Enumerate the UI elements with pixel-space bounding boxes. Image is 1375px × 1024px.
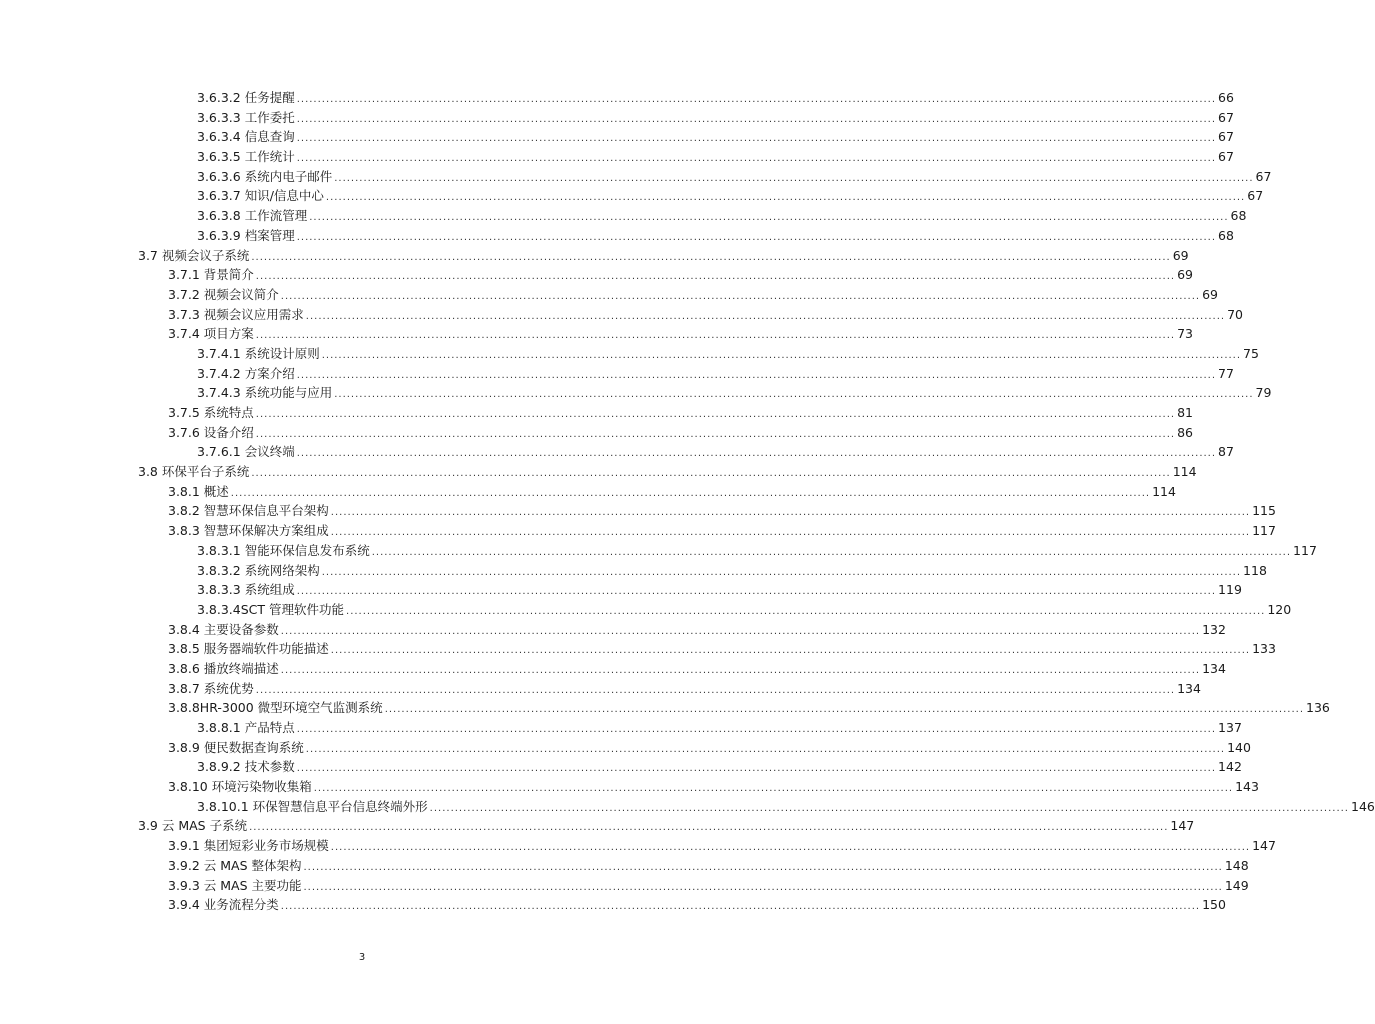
toc-leader-dots: ............................................................................................................................................................................................................................ (321, 349, 1242, 361)
toc-entry-title: 3.9.4 业务流程分类 (168, 897, 279, 913)
toc-leader-dots: ............................................................................................................................................................................................................................ (303, 881, 1223, 893)
toc-leader-dots: ............................................................................................................................................................................................................................ (255, 330, 1176, 342)
toc-entry-page: 75 (1243, 345, 1259, 361)
toc-entry-title: 3.8.5 服务器端软件功能描述 (168, 641, 329, 657)
toc-entry-page: 81 (1177, 405, 1194, 420)
toc-entry-title: 3.6.3.9 档案管理 (197, 227, 295, 243)
toc-entry-title: 3.8.8.1 产品特点 (197, 720, 295, 735)
toc-leader-dots: ............................................................................................................................................................................................................................ (230, 487, 1151, 499)
toc-entry-page: 140 (1227, 739, 1251, 755)
toc-entry[interactable] (0, 501, 1276, 521)
toc-entry-page: 119 (1218, 582, 1242, 598)
toc-entry[interactable] (0, 895, 1226, 915)
toc-entry-page: 114 (1172, 464, 1197, 480)
toc-entry[interactable] (0, 344, 1259, 364)
toc-entry-page: 117 (1293, 542, 1317, 558)
toc-entry-page: 137 (1218, 720, 1242, 735)
toc-leader-dots: ............................................................................................................................................................................................................................ (280, 625, 1201, 637)
toc-leader-dots: ............................................................................................................................................................................................................................ (255, 428, 1176, 440)
toc-leader-dots: ............................................................................................................................................................................................................................ (296, 94, 1217, 105)
toc-leader-dots: ............................................................................................................................................................................................................................ (296, 369, 1217, 381)
toc-entry[interactable] (0, 324, 1194, 344)
toc-entry-title: 3.7.4.2 方案介绍 (197, 365, 295, 381)
toc-entry[interactable] (0, 482, 1176, 502)
toc-entry-page: 67 (1247, 188, 1264, 204)
toc-entry[interactable] (0, 679, 1201, 699)
toc-leader-dots: ............................................................................................................................................................................................................................ (309, 212, 1229, 224)
toc-entry[interactable] (0, 580, 1242, 600)
toc-entry-page: 120 (1267, 601, 1292, 617)
toc-entry-page: 118 (1243, 562, 1267, 578)
toc-entry-page: 69 (1177, 267, 1194, 283)
toc-entry-title: 3.7 视频会议子系统 (138, 247, 250, 263)
toc-entry[interactable] (0, 265, 1194, 285)
toc-entry-title: 3.8.7 系统优势 (168, 680, 254, 696)
toc-entry[interactable] (0, 403, 1194, 423)
toc-entry-title: 3.6.3.6 系统内电子邮件 (197, 168, 333, 184)
toc-entry[interactable] (0, 383, 1272, 403)
toc-entry-title: 3.6.3.7 知识/信息中心 (197, 188, 324, 204)
toc-entry-title: 3.7.5 系统特点 (168, 405, 254, 420)
toc-entry-page: 134 (1202, 660, 1226, 676)
toc-entry-title: 3.8.3.1 智能环保信息发布系统 (197, 542, 370, 558)
toc-entry[interactable] (0, 541, 1317, 561)
toc-entry-page: 67 (1218, 149, 1234, 165)
toc-entry-title: 3.9.1 集团短彩业务市场规模 (168, 838, 329, 854)
toc-entry-title: 3.8.9.2 技术参数 (197, 759, 295, 775)
toc-entry-title: 3.9.3 云 MAS 主要功能 (168, 877, 302, 893)
toc-entry-page: 68 (1230, 208, 1247, 224)
toc-entry-title: 3.7.4 项目方案 (168, 326, 254, 342)
toc-entry-page: 68 (1218, 227, 1234, 243)
toc-leader-dots: ............................................................................................................................................................................................................................ (280, 664, 1201, 676)
toc-leader-dots: ............................................................................................................................................................................................................................ (384, 704, 1305, 716)
toc-entry-page: 143 (1235, 779, 1259, 795)
toc-entry[interactable] (0, 206, 1247, 226)
toc-entry-title: 3.9 云 MAS 子系统 (138, 818, 248, 834)
toc-entry-title: 3.8.3.3 系统组成 (197, 582, 295, 598)
toc-leader-dots: ............................................................................................................................................................................................................................ (255, 271, 1176, 283)
toc-entry-title: 3.7.6 设备介绍 (168, 424, 254, 440)
toc-entry-page: 115 (1252, 503, 1276, 519)
toc-entry-page: 117 (1252, 523, 1276, 539)
toc-entry-page: 79 (1255, 385, 1272, 401)
toc-leader-dots: ............................................................................................................................................................................................................................ (296, 231, 1217, 243)
toc-entry[interactable] (0, 797, 1375, 817)
toc-entry-title: 3.8.8HR-3000 微型环境空气监测系统 (168, 700, 383, 716)
toc-leader-dots: ............................................................................................................................................................................................................................ (325, 192, 1246, 204)
toc-entry-title: 3.8.10 环境污染物收集箱 (168, 779, 312, 795)
toc-entry[interactable] (0, 364, 1234, 384)
toc-leader-dots: ............................................................................................................................................................................................................................ (305, 310, 1226, 322)
toc-entry-title: 3.7.2 视频会议简介 (168, 286, 279, 302)
toc-entry[interactable] (0, 777, 1259, 797)
toc-entry[interactable] (0, 836, 1276, 856)
toc-entry-title: 3.8.10.1 环保智慧信息平台信息终端外形 (197, 798, 428, 814)
toc-entry-page: 87 (1218, 444, 1234, 460)
toc-leader-dots: ............................................................................................................................................................................................................................ (303, 861, 1223, 873)
toc-entry-page: 147 (1170, 818, 1195, 834)
toc-entry[interactable] (0, 876, 1249, 896)
toc-leader-dots: ............................................................................................................................................................................................................................ (296, 724, 1217, 735)
toc-entry-page: 70 (1227, 306, 1244, 322)
toc-entry-title: 3.8 环保平台子系统 (138, 464, 250, 480)
toc-entry[interactable] (0, 423, 1194, 443)
toc-entry-title: 3.7.6.1 会议终端 (197, 444, 295, 460)
toc-entry-title: 3.7.4.3 系统功能与应用 (197, 385, 333, 401)
toc-leader-dots: ............................................................................................................................................................................................................................ (330, 842, 1251, 854)
toc-entry-page: 132 (1202, 621, 1226, 637)
toc-entry-page: 114 (1152, 483, 1176, 499)
toc-entry-title: 3.6.3.5 工作统计 (197, 149, 295, 165)
table-of-contents (0, 88, 1375, 915)
toc-entry-title: 3.8.1 概述 (168, 483, 229, 499)
toc-entry[interactable] (0, 108, 1234, 128)
toc-entry-page: 69 (1202, 286, 1219, 302)
toc-leader-dots: ............................................................................................................................................................................................................................ (371, 546, 1292, 558)
toc-entry[interactable] (0, 561, 1267, 581)
toc-entry-page: 66 (1218, 90, 1234, 105)
toc-entry-title: 3.6.3.3 工作委托 (197, 109, 295, 125)
toc-leader-dots: ............................................................................................................................................................................................................................ (255, 684, 1176, 696)
toc-leader-dots: ............................................................................................................................................................................................................................ (330, 645, 1251, 657)
toc-leader-dots: ............................................................................................................................................................................................................................ (255, 409, 1176, 420)
toc-entry-page: 146 (1351, 798, 1375, 814)
toc-leader-dots: ............................................................................................................................................................................................................................ (313, 783, 1234, 795)
toc-leader-dots: ............................................................................................................................................................................................................................ (334, 389, 1254, 401)
toc-entry-title: 3.8.3.4SCT 管理软件功能 (197, 601, 345, 617)
toc-entry[interactable] (0, 738, 1251, 758)
toc-leader-dots: ............................................................................................................................................................................................................................ (296, 153, 1217, 165)
toc-entry-title: 3.8.3.2 系统网络架构 (197, 562, 320, 578)
toc-entry-page: 67 (1218, 109, 1234, 125)
toc-entry-page: 69 (1172, 247, 1189, 263)
toc-entry-title: 3.6.3.4 信息查询 (197, 129, 295, 145)
toc-entry[interactable] (0, 167, 1272, 187)
toc-leader-dots: ............................................................................................................................................................................................................................ (280, 901, 1201, 913)
toc-leader-dots: ............................................................................................................................................................................................................................ (296, 763, 1217, 775)
toc-entry-title: 3.6.3.8 工作流管理 (197, 208, 308, 224)
toc-entry[interactable] (0, 659, 1226, 679)
toc-entry[interactable] (0, 305, 1244, 325)
toc-entry-title: 3.7.1 背景简介 (168, 267, 254, 283)
toc-leader-dots: ............................................................................................................................................................................................................................ (251, 468, 1171, 480)
toc-entry-title: 3.8.6 播放终端描述 (168, 660, 279, 676)
toc-entry[interactable] (0, 600, 1292, 620)
toc-entry-page: 136 (1306, 700, 1330, 716)
toc-leader-dots: ............................................................................................................................................................................................................................ (280, 290, 1201, 302)
toc-entry-page: 150 (1202, 897, 1226, 913)
toc-leader-dots: ............................................................................................................................................................................................................................ (330, 507, 1251, 519)
toc-entry-title: 3.9.2 云 MAS 整体架构 (168, 857, 302, 873)
toc-entry[interactable] (0, 718, 1242, 738)
toc-entry-page: 86 (1177, 424, 1194, 440)
toc-entry[interactable] (0, 147, 1234, 167)
toc-entry-page: 134 (1177, 680, 1201, 696)
toc-entry[interactable] (0, 620, 1226, 640)
toc-leader-dots: ............................................................................................................................................................................................................................ (296, 133, 1217, 145)
toc-leader-dots: ............................................................................................................................................................................................................................ (296, 586, 1217, 598)
toc-entry-title: 3.8.2 智慧环保信息平台架构 (168, 503, 329, 519)
toc-entry-title: 3.7.4.1 系统设计原则 (197, 345, 320, 361)
toc-entry[interactable] (0, 521, 1276, 541)
toc-entry-title: 3.7.3 视频会议应用需求 (168, 306, 304, 322)
toc-entry[interactable] (0, 698, 1330, 718)
toc-entry[interactable] (0, 186, 1264, 206)
toc-leader-dots: ............................................................................................................................................................................................................................ (334, 172, 1254, 184)
toc-leader-dots: ............................................................................................................................................................................................................................ (249, 822, 1169, 834)
toc-entry-page: 133 (1252, 641, 1276, 657)
toc-entry[interactable] (0, 639, 1276, 659)
toc-entry[interactable] (0, 757, 1242, 777)
toc-entry-page: 73 (1177, 326, 1194, 342)
toc-entry-page: 148 (1224, 857, 1249, 873)
toc-leader-dots: ............................................................................................................................................................................................................................ (251, 251, 1171, 263)
toc-entry-page: 142 (1218, 759, 1242, 775)
toc-entry-title: 3.8.4 主要设备参数 (168, 621, 279, 637)
toc-entry-page: 77 (1218, 365, 1234, 381)
toc-leader-dots: ............................................................................................................................................................................................................................ (305, 743, 1226, 755)
toc-leader-dots: ............................................................................................................................................................................................................................ (346, 605, 1266, 617)
toc-entry[interactable] (0, 462, 1197, 482)
toc-entry-page: 67 (1218, 129, 1234, 145)
toc-entry-title: 3.8.9 便民数据查询系统 (168, 739, 304, 755)
toc-leader-dots: ............................................................................................................................................................................................................................ (330, 527, 1251, 539)
toc-entry-title: 3.8.3 智慧环保解决方案组成 (168, 523, 329, 539)
toc-leader-dots: ............................................................................................................................................................................................................................ (296, 448, 1217, 460)
toc-entry[interactable] (0, 856, 1249, 876)
toc-entry-title: 3.6.3.2 任务提醒 (197, 90, 295, 105)
toc-entry-page: 149 (1224, 877, 1249, 893)
toc-entry-page: 67 (1255, 168, 1272, 184)
toc-entry[interactable] (0, 285, 1219, 305)
toc-leader-dots: ............................................................................................................................................................................................................................ (321, 566, 1242, 578)
toc-entry[interactable] (0, 88, 1234, 108)
page-number: 3 (358, 952, 366, 963)
toc-entry-page: 147 (1252, 838, 1276, 854)
toc-leader-dots: ............................................................................................................................................................................................................................ (429, 802, 1349, 814)
toc-entry[interactable] (0, 127, 1234, 147)
toc-leader-dots: ............................................................................................................................................................................................................................ (296, 113, 1217, 125)
toc-entry[interactable] (0, 442, 1234, 462)
toc-entry[interactable] (0, 246, 1189, 266)
toc-entry[interactable] (0, 226, 1234, 246)
toc-entry[interactable] (0, 816, 1195, 836)
